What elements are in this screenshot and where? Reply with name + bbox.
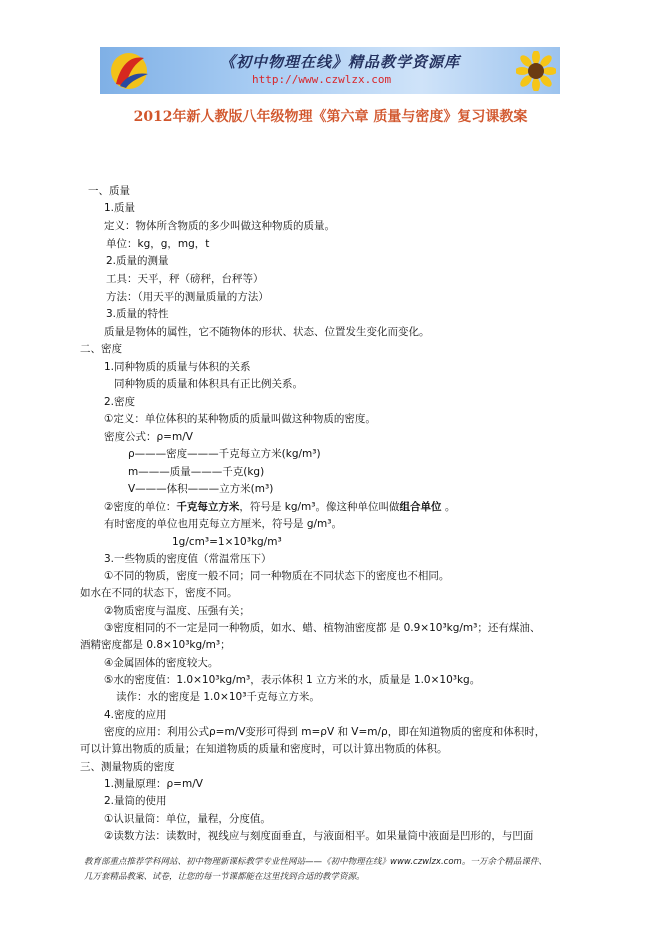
text-span: ，符号是 kg/m³。像这种单位叫做 bbox=[239, 501, 400, 513]
text-line: ②读数方法：读数时，视线应与刻度面垂直，与液面相平。如果量筒中液面是凹形的，与凹面 bbox=[104, 830, 534, 842]
text-line: 密度的应用：利用公式ρ=m/V变形可得到 m=ρV 和 V=m/ρ，即在知道物质的密度和体积时， bbox=[104, 726, 546, 738]
subsection-heading: 1.同种物质的质量与体积的关系 bbox=[104, 361, 251, 373]
footer-line: 教育部重点推荐学科网站、初中物理新课标教学专业性网站——《初中物理在线》www.czwlzx.com。一万余个精品课件、 bbox=[84, 857, 547, 867]
text-line: ③密度相同的不一定是同一种物质，如水、蜡、植物油密度都 是 0.9×10³kg/m³；还有煤油、 bbox=[104, 622, 541, 634]
formula-line: 密度公式：ρ=m/V bbox=[104, 431, 193, 443]
text-line: 读作：水的密度是 1.0×10³千克每立方米。 bbox=[116, 691, 320, 703]
text-line: 有时密度的单位也用克每立方厘米，符号是 g/m³。 bbox=[104, 518, 342, 530]
formula-line: V———体积———立方米(m³) bbox=[128, 483, 274, 495]
subsection-heading: 2.质量的测量 bbox=[106, 255, 169, 267]
text-line: 定义：物体所含物质的多少叫做这种物质的质量。 bbox=[104, 220, 335, 232]
text-line: ①定义：单位体积的某种物质的质量叫做这种物质的密度。 bbox=[104, 413, 376, 425]
text-line: 如水在不同的状态下，密度不同。 bbox=[80, 587, 238, 599]
footer-line: 几万套精品教案、试卷，让您的每一节课都能在这里找到合适的教学资源。 bbox=[84, 872, 365, 882]
subsection-heading: 3.质量的特性 bbox=[106, 308, 169, 320]
bold-term: 组合单位 bbox=[399, 501, 442, 513]
text-line: ④金属固体的密度较大。 bbox=[104, 657, 219, 669]
text-line: 单位：kg，g，mg，t bbox=[106, 238, 210, 250]
formula-line: m———质量———千克(kg) bbox=[128, 466, 265, 478]
text-line: 可以计算出物质的质量；在知道物质的质量和密度时，可以计算出物质的体积。 bbox=[80, 743, 448, 755]
text-span: ②密度的单位： bbox=[104, 501, 177, 513]
subsection-heading: 3.一些物质的密度值（常温常压下） bbox=[104, 553, 272, 565]
text-line: ①不同的物质，密度一般不同；同一种物质在不同状态下的密度也不相同。 bbox=[104, 570, 450, 582]
banner-title: 《初中物理在线》精品教学资源库 bbox=[220, 53, 461, 71]
text-line: ⑤水的密度值：1.0×10³kg/m³，表示体积 1 立方米的水，质量是 1.0×10³kg。 bbox=[104, 674, 481, 686]
text-line: 同种物质的质量和体积具有正比例关系。 bbox=[114, 378, 303, 390]
formula-line: 1g/cm³=1×10³kg/m³ bbox=[172, 536, 282, 548]
section-heading: 三、测量物质的密度 bbox=[80, 761, 175, 773]
bold-term: 千克每立方米 bbox=[176, 501, 240, 513]
document-title: 2012年新人教版八年级物理《第六章 质量与密度》复习课教案 bbox=[133, 109, 528, 125]
header-banner bbox=[100, 47, 560, 94]
site-logo-icon bbox=[106, 50, 152, 91]
subsection-heading: 4.密度的应用 bbox=[104, 709, 167, 721]
text-span: 。 bbox=[441, 501, 456, 513]
text-line: 酒精密度都是 0.8×10³kg/m³； bbox=[80, 639, 231, 651]
text-line: 质量是物体的属性，它不随物体的形状、状态、位置发生变化而变化。 bbox=[104, 326, 430, 338]
page-footer bbox=[84, 855, 604, 885]
subsection-heading: 2.密度 bbox=[104, 396, 136, 408]
text-line: 工具：天平，秤（磅秤，台秤等） bbox=[106, 273, 264, 285]
text-line: 方法：（用天平的测量质量的方法） bbox=[106, 291, 269, 303]
text-line: ②物质密度与温度、压强有关； bbox=[104, 605, 250, 617]
subsection-heading: 2.量筒的使用 bbox=[104, 795, 167, 807]
text-line bbox=[104, 500, 455, 514]
subsection-heading: 1.测量原理：ρ=m/V bbox=[104, 778, 203, 790]
section-heading: 一、质量 bbox=[88, 185, 130, 197]
formula-line: ρ———密度———千克每立方米(kg/m³) bbox=[128, 448, 321, 460]
banner-url-link[interactable]: http://www.czwlzx.com bbox=[252, 73, 392, 86]
sunflower-icon bbox=[516, 51, 556, 91]
section-heading: 二、密度 bbox=[80, 343, 122, 355]
subsection-heading: 1.质量 bbox=[104, 202, 136, 214]
text-line: ①认识量筒：单位，量程，分度值。 bbox=[104, 813, 271, 825]
